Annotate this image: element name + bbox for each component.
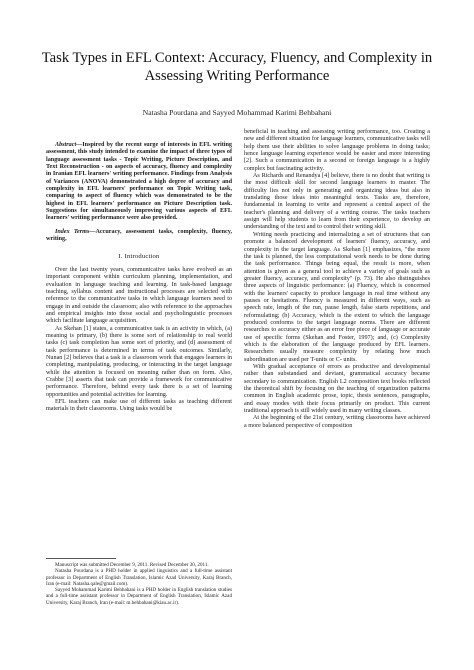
abstract-label: Abstract xyxy=(55,142,77,148)
index-terms-text: —Accuracy, assessment tasks, complexity, fluency, writing, xyxy=(46,228,232,243)
footnote: Natasha Pourdana is a PHD holder in applied linguistics and a full-time assistant professor in Department of English Translation, Islamic Azad University, Karaj Branch, Iran (e-mail: Natasha.qale@gmail.com). xyxy=(46,568,232,587)
body-paragraph: As Skehan [1] states, a communicative task is an activity in which, (a) meaning is primary, (b) there is some sort of relationship to real world tasks (c) task completion has some sort of priority, and (d) assessment of task performance is determined in terms of task outcomes. Similarly, Nunan [2] believes that a task is a classroom work that engages learners in completing, manipulating, producing, or interacting in the target language while the attention is focused on meaning rather than on form. Also, Crabbe [3] asserts that task can provide a framework for communicative performance. Therefore, behind every task there is a set of learning opportunities and potential activities for learning. xyxy=(46,325,232,398)
body-paragraph: With gradual acceptance of errors as productive and developmental rather than substandard and deviant, grammatical accuracy became secondary to communication. English L2 composition text books reflected the theoretical shift by focusing on the teaching of organization patterns common in English academic prose, topic, thesis sentences, paragraphs, and essay modes with their focus primarily on product. This current traditional approach is still widely used in many writing classes. xyxy=(244,364,430,415)
abstract-text: —Inspired by the recent surge of interests in EFL writing assessment, this study intended to examine the impact of three types of language assessment tasks - Topic Writing, Picture Description, and Text Reconstruction - on aspects of accuracy, fluency and complexity in Iranian EFL learners' writing performance. Findings from Analysis of Variances (ANOVA) demonstrated a high degree of accuracy and complexity in EFL learners' performance on Topic Writing task, comparing to aspect of fluency which was demonstrated to be the highest in EFL learners' performance on Picture Description task. Suggestions for simultaneously improving various aspects of EFL learners' writing performance were also provided. xyxy=(46,142,232,222)
body-paragraph: Over the last twenty years, communicative tasks have evolved as an important component within curriculum planning, implementation, and evaluation in language teaching and learning. In task-based language teaching, syllabus content and instructional processes are selected with reference to the communicative tasks in which language learners need to engage in and outside the classroom; also with reference to the approaches and empirical insights into those social and psycholinguistic processes which facilitate language acquisition. xyxy=(46,266,232,325)
index-terms-paragraph xyxy=(46,229,232,244)
footnote-rule xyxy=(46,558,116,559)
abstract-paragraph xyxy=(46,142,232,223)
section-heading-introduction: I. Introduction xyxy=(118,253,160,261)
index-terms-label: Index Terms xyxy=(55,228,90,235)
paper-title: Task Types in EFL Context: Accuracy, Fluency, and Complexity in Assessing Writing Performance xyxy=(41,50,433,84)
body-paragraph: As Richards and Renandya [4] believe, there is no doubt that writing is the most difficult skill for second language learners to master. The difficulty lies not only in generating and organizing ideas but also in translating those ideas into meaningful texts. Tasks are, therefore, fundamental in learning to write and represent a central aspect of the teacher's planning and delivery of a writing course. The tasks teachers assign will help students to learn from their experience, to develop an understanding of the text and to control their writing skill. xyxy=(244,173,430,231)
body-paragraph: At the beginning of the 21st century, writing classrooms have achieved a more balanced perspective of composition xyxy=(244,415,430,429)
body-paragraph: Writing needs practicing and internalizing a set of structures that can promote a balanced development of learners' fluency, accuracy, and complexity in the target language. As Skehan [1] emphasizes, "the more the task is planned, the less computational work needs to be done during the task performance. Things being equal, the result is more, when attention is given as a general tool to achieve a variety of goals such as greater fluency, accuracy, and complexity" (p. 73). He also distinguishes three aspects of linguistic performance: (a) Fluency, which is concerned with the learners' capacity to produce language in real time without any pauses or hesitations. Fluency is measured in different ways, such as speech rate, length of the run, pause length, false starts repetitions, and reformulating; (b) Accuracy, which is the extent to which the language produced conforms to the target language norms. There are different researches to accuracy either as an error free piece of language or accurate use of specific forms (Skehan and Foster, 1997); and, (c) Complexity which is the elaboration of the language produced by EFL learners. Researchers usually measure complexity by relating how much subordination are used per T-units or C- units. xyxy=(244,231,430,363)
paper-authors: Natasha Pourdana and Sayyed Mohammad Karimi Behbahani xyxy=(142,108,332,117)
body-paragraph: EFL teachers can make use of different tasks as teaching different materials in their classrooms. Using tasks would be xyxy=(46,399,232,413)
body-paragraph: beneficial in teaching and assessing writing performance, too. Creating a new and different situation for language learners, communicative tasks will help them use their abilities to solve language problems in doing tasks; hence language learning experience would be easier and more interesting [2]. Such a communication in a second or foreign language is a highly complex but fascinating activity. xyxy=(244,129,430,172)
footnotes xyxy=(46,558,232,606)
right-column xyxy=(244,129,430,430)
footnote: Manuscript was submitted December 9, 2011. Revised December 30, 2011. xyxy=(55,562,209,568)
left-column xyxy=(46,142,232,414)
footnote: Sayyed Mohammad Karimi Behbahani is a PHD holder in English translation studies and a full-time assistant professor in Department of English Translation, Islamic Azad University, Karaj Branch, Iran (e-mail: m.behbahani@kiau.ac.ir). xyxy=(46,587,232,606)
